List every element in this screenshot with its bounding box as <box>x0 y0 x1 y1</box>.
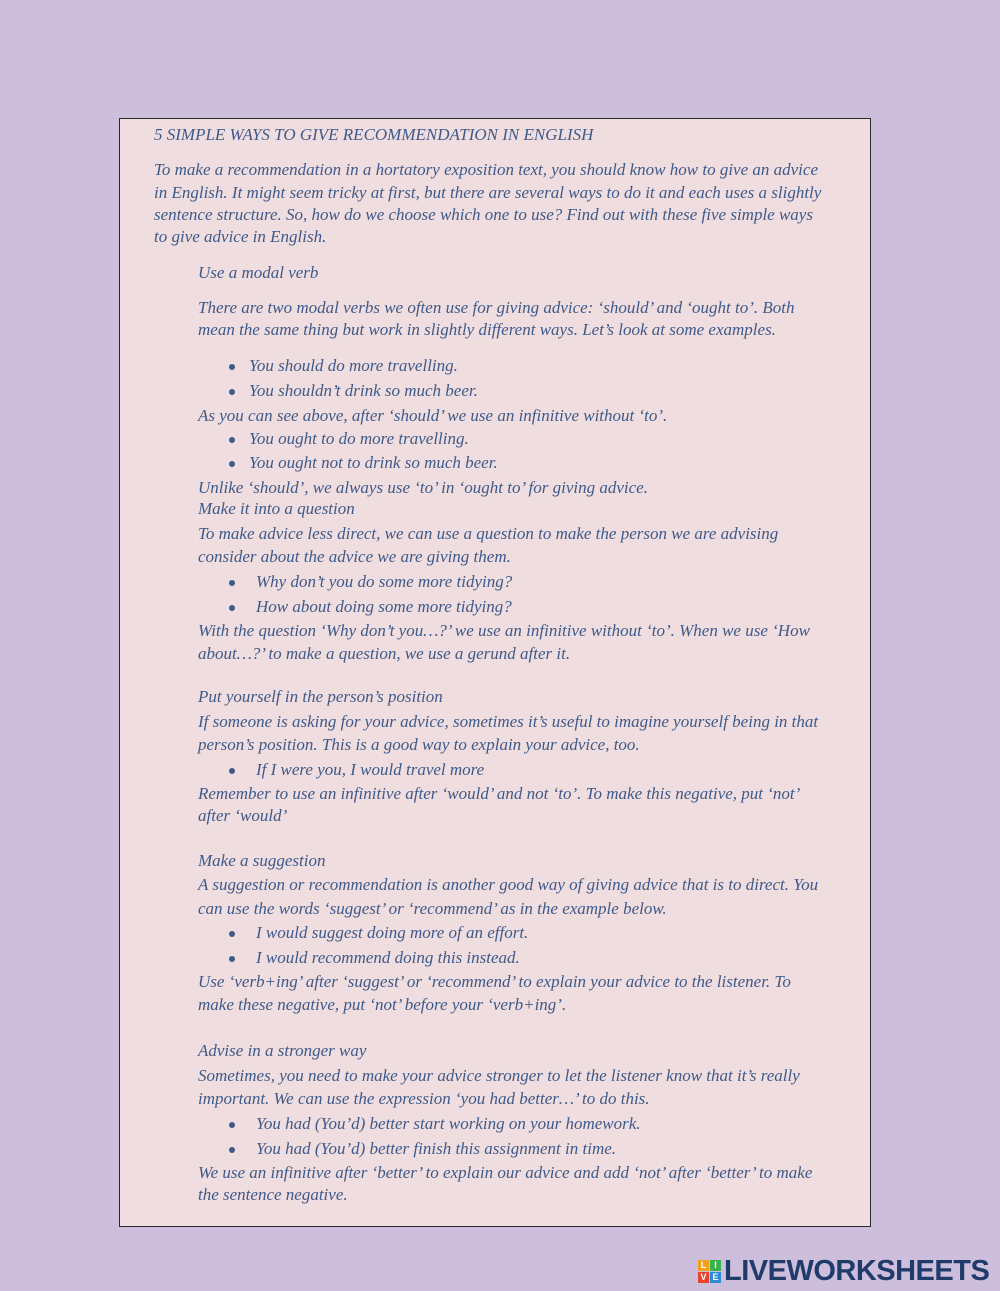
section-desc: To make advice less direct, we can use a question to make the person we are advising <box>198 524 779 543</box>
bullet-dot <box>229 437 235 443</box>
intro-line: sentence structure. So, how do we choose which one to use? Find out with these five simple ways <box>154 205 813 224</box>
bullet-dot <box>229 1147 235 1153</box>
section-note: With the question ‘Why don’t you…?’ we use an infinitive without ‘to’. When we use ‘How <box>198 621 810 640</box>
section-note: As you can see above, after ‘should’ we use an infinitive without ‘to’. <box>198 406 668 425</box>
bullet-dot <box>229 389 235 395</box>
section-desc: If someone is asking for your advice, sometimes it’s useful to imagine yourself being in that <box>198 712 819 731</box>
example-item: You ought to do more travelling. <box>249 429 469 448</box>
page-title: 5 SIMPLE WAYS TO GIVE RECOMMENDATION IN ENGLISH <box>154 125 594 144</box>
intro-line: To make a recommendation in a hortatory exposition text, you should know how to give an advice <box>154 160 818 179</box>
example-item: You had (You’d) better start working on your homework. <box>256 1114 641 1133</box>
section-note: We use an infinitive after ‘better’ to explain our advice and add ‘not’ after ‘better’ to make <box>198 1163 813 1182</box>
section-heading: Use a modal verb <box>198 263 319 282</box>
logo-badge-letter: I <box>710 1260 721 1271</box>
section-note: after ‘would’ <box>198 806 288 825</box>
liveworksheets-logo <box>698 1256 989 1286</box>
section-desc: There are two modal verbs we often use for giving advice: ‘should’ and ‘ought to’. Both <box>198 298 795 317</box>
section-heading: Put yourself in the person’s position <box>198 687 443 706</box>
bullet-dot <box>229 931 235 937</box>
logo-text: LIVEWORKSHEETS <box>724 1255 990 1287</box>
example-item: How about doing some more tidying? <box>256 597 512 616</box>
bullet-dot <box>229 768 235 774</box>
bullet-dot <box>229 1122 235 1128</box>
logo-badge <box>698 1260 721 1283</box>
section-desc: important. We can use the expression ‘you had better…’ to do this. <box>198 1089 650 1108</box>
example-item: You ought not to drink so much beer. <box>249 453 498 472</box>
bullet-dot <box>229 605 235 611</box>
intro-line: to give advice in English. <box>154 227 327 246</box>
logo-badge-letter: E <box>710 1272 721 1283</box>
bullet-dot <box>229 580 235 586</box>
example-item: You had (You’d) better finish this assignment in time. <box>256 1139 617 1158</box>
bullet-dot <box>229 461 235 467</box>
example-item: You shouldn’t drink so much beer. <box>249 381 478 400</box>
section-desc: A suggestion or recommendation is another good way of giving advice that is to direct. You <box>198 875 819 894</box>
section-heading: Make it into a question <box>198 499 355 518</box>
section-desc: can use the words ‘suggest’ or ‘recommend’ as in the example below. <box>198 899 667 918</box>
section-heading: Make a suggestion <box>198 851 326 870</box>
section-desc: mean the same thing but work in slightly different ways. Let’s look at some examples. <box>198 320 776 339</box>
example-item: If I were you, I would travel more <box>256 760 485 779</box>
example-item: You should do more travelling. <box>249 356 458 375</box>
section-desc: consider about the advice we are giving them. <box>198 547 511 566</box>
logo-badge-letter: V <box>698 1272 709 1283</box>
section-desc: person’s position. This is a good way to explain your advice, too. <box>198 735 640 754</box>
section-heading: Advise in a stronger way <box>198 1041 367 1060</box>
example-item: I would suggest doing more of an effort. <box>256 923 529 942</box>
logo-badge-letter: L <box>698 1260 709 1271</box>
intro-line: in English. It might seem tricky at first, but there are several ways to do it and each uses a slightly <box>154 183 822 202</box>
section-note: Unlike ‘should’, we always use ‘to’ in ‘ought to’ for giving advice. <box>198 478 648 497</box>
section-note: Use ‘verb+ing’ after ‘suggest’ or ‘recommend’ to explain your advice to the listener. To <box>198 972 791 991</box>
section-note: Remember to use an infinitive after ‘would’ and not ‘to’. To make this negative, put ‘not’ <box>198 784 801 803</box>
section-note: about…?’ to make a question, we use a gerund after it. <box>198 644 571 663</box>
bullet-dot <box>229 956 235 962</box>
example-item: Why don’t you do some more tidying? <box>256 572 513 591</box>
section-note: the sentence negative. <box>198 1185 348 1204</box>
section-desc: Sometimes, you need to make your advice stronger to let the listener know that it’s really <box>198 1066 800 1085</box>
example-item: I would recommend doing this instead. <box>256 948 520 967</box>
bullet-dot <box>229 364 235 370</box>
section-note: make these negative, put ‘not’ before your ‘verb+ing’. <box>198 995 567 1014</box>
